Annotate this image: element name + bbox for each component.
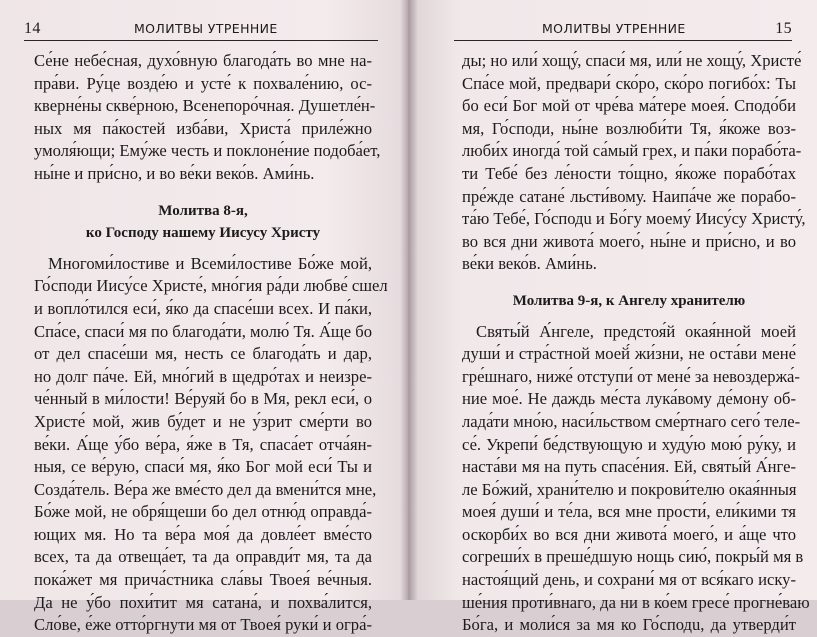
text-line: пока́жет мя прича́стника сла́вы Твоея́ ве́чныя.	[34, 570, 372, 590]
text-line: ве́ки веко́в. Ами́нь.	[462, 254, 597, 274]
text-line: и вопло́тился еси́, я́ко да спасе́ши всех. И па́ки,	[34, 298, 372, 318]
text-line: Сло́ве, е́же отто́ргнути мя от Твоея́ руки́ и огра́-	[34, 615, 372, 635]
text-line: Многоми́лостиве и Всеми́лостиве Бо́же мой,	[48, 253, 372, 273]
text-line: умоля́ющи; Ему́же честь и поклоне́ние подоба́ет,	[34, 141, 381, 161]
prayer-heading-subtitle: ко Господу нашему Иисусу Христу	[85, 225, 321, 242]
text-line: лада́ти мно́ю, наси́льством сме́ртнаго сего́ теле-	[462, 411, 801, 431]
text-line: во вся дни живота́ моего́, ны́не и при́сно, и во	[462, 231, 796, 251]
text-line: Святы́й А́нгеле, предстоя́й окая́нной моей	[476, 321, 796, 341]
text-line: ных мя па́костей изба́ви, Христа́ приле́жно	[34, 118, 372, 138]
text-line: наста́ви мя на путь спасе́ния. Ей, святы́й А́нге-	[462, 457, 796, 477]
text-line: мя, Го́споди, ны́не возлюби́ти Тя, я́коже воз-	[462, 118, 796, 138]
text-line: ше́ния проти́внаго, да ни в ко́ем гресе́ прогне́ваю	[462, 592, 810, 612]
text-line: согреши́х в преше́дшую нощь сию́, покры́й мя в	[462, 547, 804, 567]
text-line: се́. Укрепи́ бе́дствующую и худу́ю мою́ ру́ку, и	[462, 434, 796, 454]
text-line: Го́споди Иису́се Христе́, мно́гия ра́ди любве́ сшел	[34, 276, 388, 296]
text-line: пре́жде сатане́ льсти́вому. Наипа́че же порабо-	[462, 186, 796, 206]
prayer-heading: Молитва 8-я,	[158, 202, 248, 219]
text-line: ние мое́. Не даждь ме́ста лука́вому де́мону об-	[462, 389, 796, 409]
text-line: ти Тебе́ без ле́ности то́щно, я́коже порабо́тах	[462, 163, 796, 183]
running-title: МОЛИТВЫ УТРЕННИЕ	[134, 21, 278, 36]
left-page-text	[34, 50, 388, 637]
text-line: всех, та да отвеща́ет, та да оправди́т мя, та да	[34, 547, 372, 567]
text-line: кверне́ны скве́рною, Всенепоро́чная. Душетле́н-	[34, 96, 376, 116]
right-page	[410, 0, 817, 635]
prayer-heading: Молитва 9-я, к Ангелу хранителю	[512, 292, 746, 309]
text-line: Спа́се, спаси́ мя по благода́ти, молю́ Тя. А́ще бо	[34, 321, 372, 341]
text-line: бо еси́ Бог мой от чре́ва ма́тере моея́. Сподо́би	[462, 96, 796, 116]
text-line: души́ и стра́стной моей́ жи́зни, не оста́ви мене́	[462, 344, 796, 364]
right-page-text	[462, 50, 810, 637]
running-title: МОЛИТВЫ УТРЕННИЕ	[542, 21, 686, 36]
text-line: Бо́га, и моли́ся за мя ко Го́сподu, да утверди́т	[462, 615, 796, 635]
text-line: Да не у́бо похи́тит мя сатана́, и похва́лится,	[34, 592, 372, 612]
text-line: Спа́се мой, предвари́ ско́ро, ско́ро погибо́х: Ты	[462, 73, 796, 93]
text-line: гре́шнаго, ниже́ отступи́ от мене́ за невоздержа́-	[462, 366, 800, 386]
text-line: оскорби́х во вся дни живота́ моего́, и а́ще что	[462, 524, 796, 544]
text-line: Бо́же мой, не обря́щеши бо дел отню́д оправда́-	[34, 502, 372, 522]
header-rule	[24, 40, 378, 41]
right-page-header	[454, 18, 792, 40]
left-page-header	[24, 18, 378, 40]
text-line: ныя, се ве́рую, спаси́ мя, я́ко Бог мой еси́ Ты и	[34, 457, 372, 477]
text-line: ны́не и при́сно, и во ве́ки веко́в. Ами́нь.	[34, 163, 315, 183]
text-line: Христе́ мой, жив бу́дет и не у́зрит сме́рти во	[34, 411, 372, 431]
text-line: но долг па́че. Ей, мно́гий в щедро́тах и неизре-	[34, 366, 372, 386]
text-line: че́нный в ми́лости! Ве́руяй бо в Мя, рекл еси́, о	[34, 389, 372, 409]
page-number: 15	[775, 20, 792, 37]
text-line: пра́ви. Ру́це возде́ю и усте́ к похвале́нию, ос-	[34, 73, 372, 93]
text-line: люби́х иногда́ той са́мый грех, и па́ки порабо́та-	[462, 141, 802, 161]
text-line: Се́не небе́сная, духо́вную благода́ть во мне на-	[34, 51, 372, 70]
text-line: от дел спасе́ши мя, несть се благода́ть и дар,	[34, 344, 372, 364]
page-number: 14	[24, 20, 41, 37]
text-line: настоя́щий день, и сохрани́ мя от вся́каго иску-	[462, 570, 796, 590]
text-line: моея́ души́ и те́ла, вся мне прости́, ели́кими тя	[462, 502, 796, 522]
text-line: та́ю Тебе́, Го́сподu и Бо́гу моему́ Иису́су Христу́,	[462, 209, 806, 229]
text-line: Созда́тель. Ве́ра же вме́сто дел да вмени́тся мне,	[34, 479, 377, 499]
text-line: ве́ки. А́ще у́бо ве́ра, я́же в Тя, спаса́ет отча́ян-	[34, 434, 372, 454]
left-page	[0, 0, 408, 635]
text-line: ющих мя. Но та ве́ра моя́ да довле́ет вме́сто	[34, 524, 372, 544]
book-gutter-shadow	[400, 0, 418, 600]
text-line: ле Бо́жий, храни́телю и покрови́телю окая́нныя	[462, 479, 797, 499]
header-rule	[454, 40, 792, 41]
text-line: ды; но или́ хощу́, спаси́ мя, или́ не хощу́, Христе́	[462, 51, 802, 70]
